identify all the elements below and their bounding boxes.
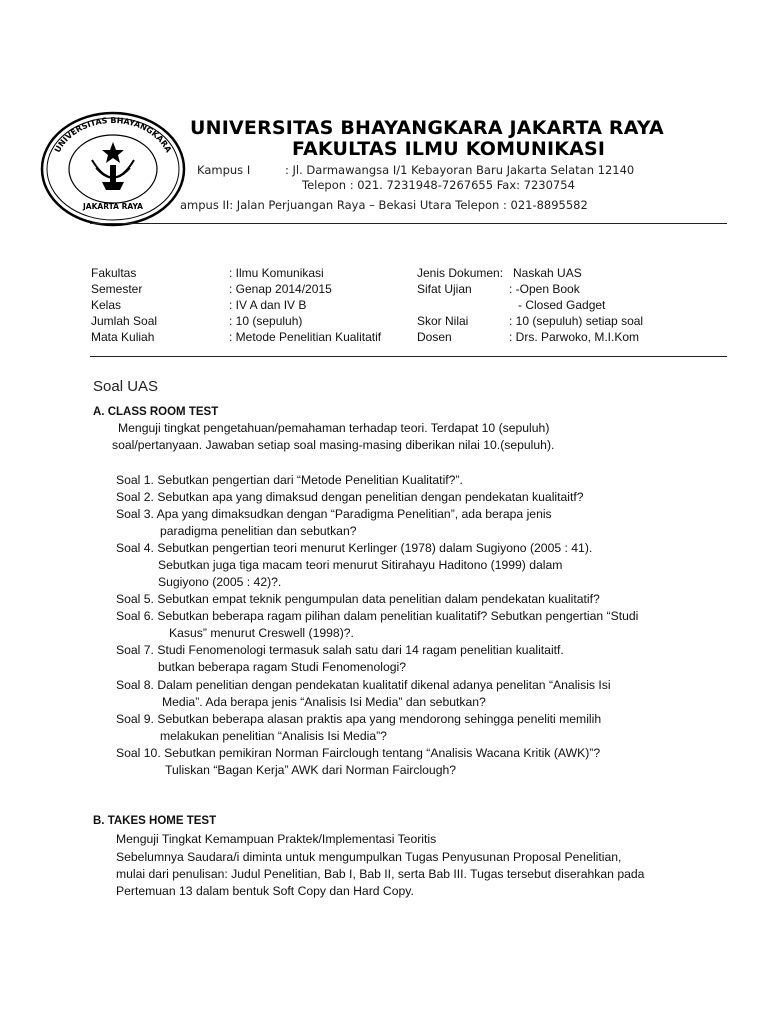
question-line: Sebutkan juga tiga macam teori menurut Sitirahayu Haditono (1999) dalam bbox=[158, 558, 563, 572]
meta-label: Jumlah Soal bbox=[91, 314, 158, 328]
campus1-address: : Jl. Darmawangsa I/1 Kebayoran Baru Jakarta Selatan 12140 bbox=[285, 163, 635, 177]
meta-label: Mata Kuliah bbox=[91, 330, 155, 344]
meta-value: : Drs. Parwoko, M.I.Kom bbox=[509, 330, 640, 344]
part-b-line: Pertemuan 13 dalam bentuk Soft Copy dan Hard Copy. bbox=[116, 884, 414, 898]
question-line: Soal 1. Sebutkan pengertian dari “Metode Penelitian Kualitatif?”. bbox=[116, 473, 463, 487]
meta-value: : Genap 2014/2015 bbox=[229, 282, 332, 296]
question-line: Soal 4. Sebutkan pengertian teori menurut Kerlinger (1978) dalam Sugiyono (2005 : 41). bbox=[116, 541, 593, 555]
letterhead-rule bbox=[90, 223, 727, 224]
question-line: Soal 8. Dalam penelitian dengan pendekatan kualitatif dikenal adanya penelitan “Analisis Isi bbox=[116, 678, 611, 692]
meta-value: : Metode Penelitian Kualitatif bbox=[229, 330, 382, 344]
section-title: Soal UAS bbox=[93, 378, 159, 395]
question-line: Soal 6. Sebutkan beberapa ragam pilihan dalam penelitian kualitatif? Sebutkan pengertian “Studi bbox=[116, 609, 639, 623]
question-line: Kasus” menurut Creswell (1998)?. bbox=[169, 626, 354, 640]
question-line: Soal 9. Sebutkan beberapa alasan praktis apa yang mendorong sehingga peneliti memilih bbox=[116, 712, 602, 726]
logo-text-bottom: JAKARTA RAYA bbox=[83, 202, 143, 211]
question-line: Tuliskan “Bagan Kerja” AWK dari Norman Fairclough? bbox=[165, 763, 457, 777]
question-line: melakukan penelitian “Analisis Isi Media”? bbox=[160, 729, 387, 743]
metadata-rule bbox=[90, 356, 727, 357]
meta-label: Kelas bbox=[91, 298, 122, 312]
university-name: UNIVERSITAS BHAYANGKARA JAKARTA RAYA bbox=[190, 117, 664, 139]
question-line: paradigma penelitian dan sebutkan? bbox=[160, 524, 357, 538]
part-a-intro-line: soal/pertanyaan. Jawaban setiap soal masing-masing diberikan nilai 10.(sepuluh). bbox=[112, 438, 555, 452]
part-b-line: Menguji Tingkat Kemampuan Praktek/Implementasi Teoritis bbox=[116, 832, 437, 846]
question-line: Soal 3. Apa yang dimaksudkan dengan “Paradigma Penelitian”, ada berapa jenis bbox=[116, 507, 552, 521]
meta-label: Sifat Ujian bbox=[417, 282, 472, 296]
part-b-line: mulai dari penulisan: Judul Penelitian, Bab I, Bab II, serta Bab III. Tugas tersebut diserahkan pada bbox=[116, 867, 645, 881]
meta-label: Skor Nilai bbox=[417, 314, 469, 328]
meta-value: - Closed Gadget bbox=[518, 298, 606, 312]
part-a-heading: A. CLASS ROOM TEST bbox=[93, 406, 219, 418]
part-b-heading: B. TAKES HOME TEST bbox=[93, 815, 217, 827]
meta-label: Semester bbox=[91, 282, 143, 296]
meta-value: : 10 (sepuluh) setiap soal bbox=[509, 314, 644, 328]
question-line: butkan beberapa ragam Studi Fenomenologi? bbox=[158, 660, 406, 674]
meta-label: Fakultas bbox=[91, 266, 137, 280]
question-line: Sugiyono (2005 : 42)?. bbox=[158, 575, 282, 589]
question-line: Media”. Ada berapa jenis “Analisis Isi Media” dan sebutkan? bbox=[162, 695, 486, 709]
campus1-label: Kampus I bbox=[197, 163, 251, 177]
meta-label: Jenis Dokumen: bbox=[417, 266, 504, 280]
campus1-phone: Telepon : 021. 7231948-7267655 Fax: 7230754 bbox=[302, 178, 575, 192]
part-b-line: Sebelumnya Saudara/i diminta untuk mengumpulkan Tugas Penyusunan Proposal Penelitian, bbox=[116, 850, 622, 864]
campus2-address: ampus II: Jalan Perjuangan Raya – Bekasi Utara Telepon : 021-8895582 bbox=[180, 198, 588, 212]
question-line: Soal 10. Sebutkan pemikiran Norman Fairclough tentang “Analisis Wacana Kritik (AWK)”? bbox=[116, 746, 601, 760]
logo-text-top: UNIVERSITAS BHAYANGKARA bbox=[52, 115, 174, 155]
part-a-intro-line: Menguji tingkat pengetahuan/pemahaman terhadap teori. Terdapat 10 (sepuluh) bbox=[118, 421, 550, 435]
meta-value: Naskah UAS bbox=[513, 266, 582, 280]
meta-label: Dosen bbox=[417, 330, 452, 344]
question-line: Soal 5. Sebutkan empat teknik pengumpulan data penelitian dalam pendekatan kualitatif? bbox=[116, 592, 600, 606]
meta-value: : 10 (sepuluh) bbox=[229, 314, 303, 328]
question-line: Soal 7. Studi Fenomenologi termasuk salah satu dari 14 ragam penelitian kualitaitf. bbox=[116, 643, 564, 657]
meta-value: : -Open Book bbox=[509, 282, 580, 296]
meta-value: : Ilmu Komunikasi bbox=[229, 266, 324, 280]
university-seal-logo bbox=[40, 110, 186, 228]
meta-value: : IV A dan IV B bbox=[229, 298, 307, 312]
question-line: Soal 2. Sebutkan apa yang dimaksud dengan penelitian dengan pendekatan kualitaitf? bbox=[116, 490, 584, 504]
faculty-name: FAKULTAS ILMU KOMUNIKASI bbox=[292, 138, 606, 160]
